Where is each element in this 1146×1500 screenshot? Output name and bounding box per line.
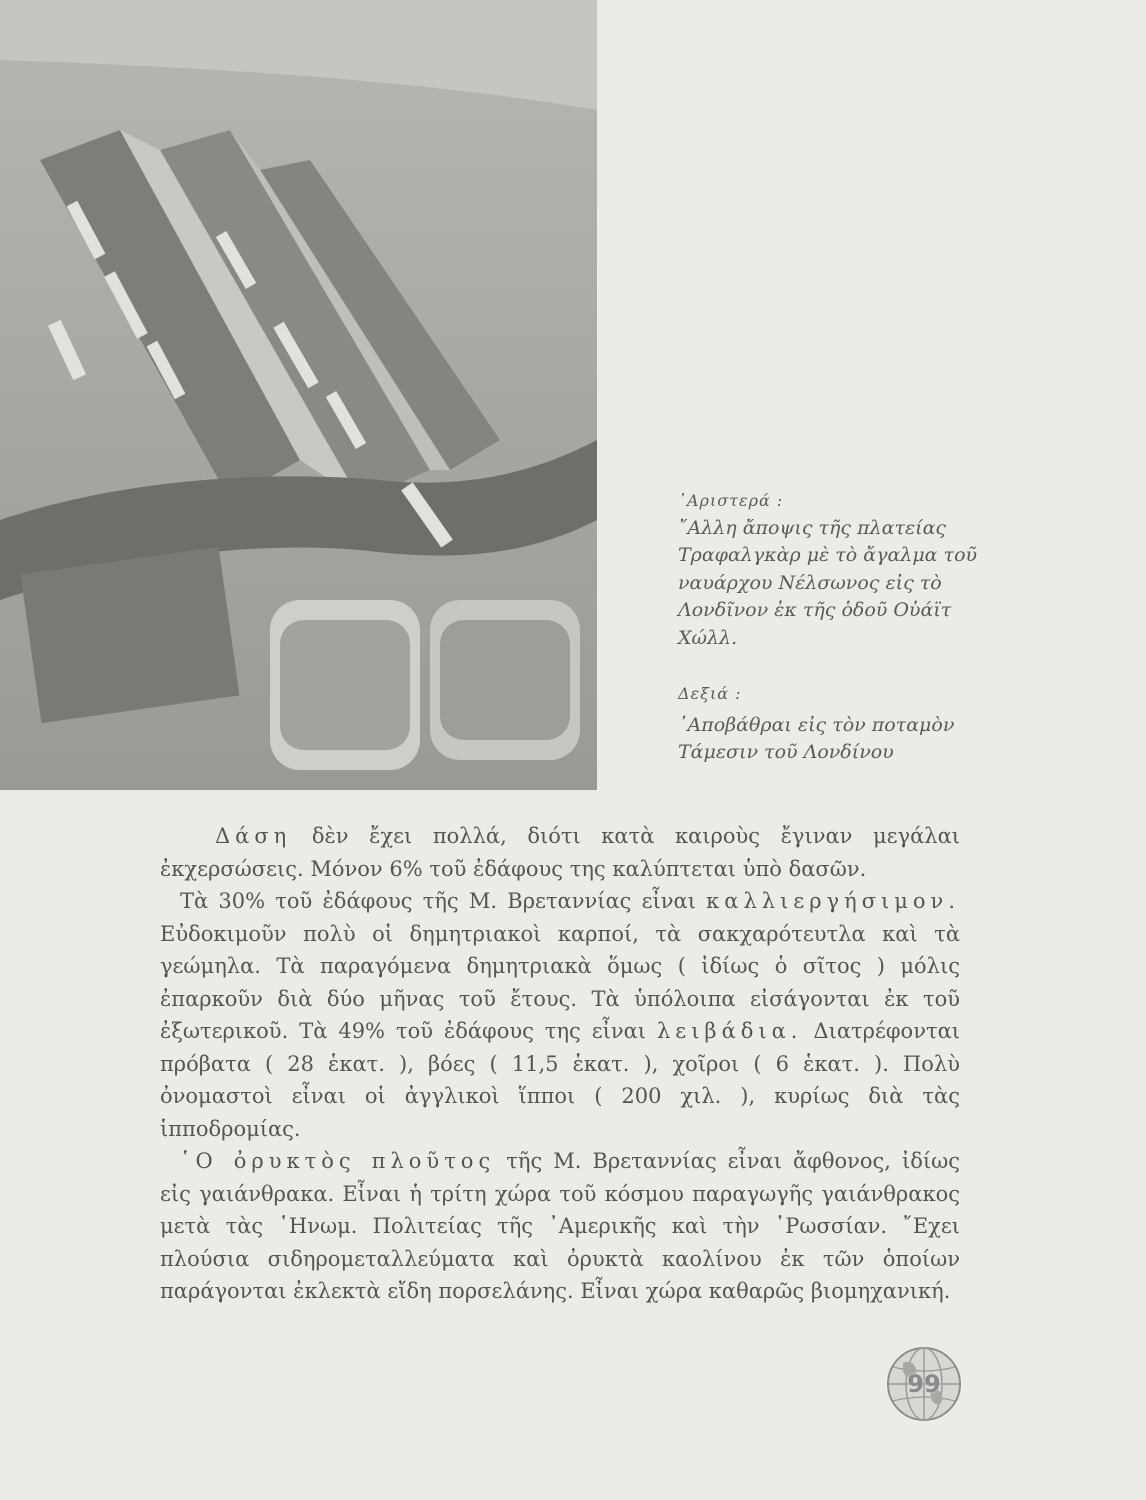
globe-page-badge [885,1345,963,1423]
term-meadows: λειβάδια. [657,1019,803,1043]
dock-aerial-photo [0,0,597,790]
photo-captions [678,487,978,767]
caption-left-label: ᾿Αριστερά : [678,491,784,510]
paragraph-agriculture-c: Διατρέφονται πρόβατα ( 28 ἑκατ. ), βόες ( 11,5 ἑκατ. ), χοῖροι ( 6 ἑκατ. ). Πολὺ ὀνομαστοὶ εἶναι οἱ ἀγγλικοὶ ἵπποι ( 200 χιλ. ), κυρίως διὰ τὰς ἱπποδρομίας. [160,1019,961,1141]
photo-illustration [0,0,597,790]
term-forests: Δάση [215,824,292,848]
term-arable: καλλιεργήσιμον. [706,889,960,913]
paragraph-agriculture [160,885,960,1145]
paragraph-forests-text: δὲν ἔχει πολλά, διότι κατὰ καιροὺς ἔγιναν μεγάλαι ἐκχερσώσεις. Μόνον 6% τοῦ ἐδάφους της καλύπτεται ὑπὸ δασῶν. [160,824,960,881]
term-mineral-wealth: ῾Ο ὀρυκτὸς πλοῦτος [180,1149,496,1173]
paragraph-forests [160,820,960,885]
paragraph-minerals [160,1145,960,1308]
page-number: 99 [907,1370,941,1398]
caption-right-label: Δεξιά : [678,684,742,703]
caption-right-text: ᾿Αποβάθραι εἰς τὸν ποταμὸν Τάμεσιν τοῦ Λονδίνου [678,713,955,763]
paragraph-agriculture-a: Τὰ 30% τοῦ ἐδάφους τῆς Μ. Βρεταννίας εἶναι [180,889,707,913]
caption-left-text: ῎Αλλη ἄποψις τῆς πλατείας Τραφαλγκὰρ μὲ τὸ ἄγαλμα τοῦ ναυάρχου Νέλσωνος εἰς τὸ Λονδῖνον ἐκ τῆς ὁδοῦ Οὐάϊτ Χώλλ. [678,516,978,649]
body-text [160,820,960,1308]
paragraph-agriculture-b: Εὐδοκιμοῦν πολὺ οἱ δημητριακοὶ καρποί, τὰ σακχαρότευτλα καὶ τὰ γεώμηλα. Τὰ παραγόμενα δημητριακὰ ὅμως ( ἰδίως ὁ σῖτος ) μόλις ἐπαρκοῦν διὰ δύο μῆνας τοῦ ἔτους. Τὰ ὑπόλοιπα εἰσάγονται ἐκ τοῦ ἐξωτερικοῦ. Τὰ 49% τοῦ ἐδάφους της εἶναι [160,921,960,1043]
paragraph-minerals-text: τῆς Μ. Βρεταννίας εἶναι ἄφθονος, ἰδίως εἰς γαιάνθρακα. Εἶναι ἡ τρίτη χώρα τοῦ κόσμου παραγωγῆς γαιάνθρακος μετὰ τὰς ῾Ηνωμ. Πολιτείας τῆς ᾿Αμερικῆς καὶ τὴν ῾Ρωσσίαν. ῎Εχει πλούσια σιδηρομεταλλεύματα καὶ ὀρυκτὰ καολίνου ἐκ τῶν ὁποίων παράγονται ἐκλεκτὰ εἴδη πορσελάνης. Εἶναι χώρα καθαρῶς βιομηχανική. [160,1149,960,1303]
